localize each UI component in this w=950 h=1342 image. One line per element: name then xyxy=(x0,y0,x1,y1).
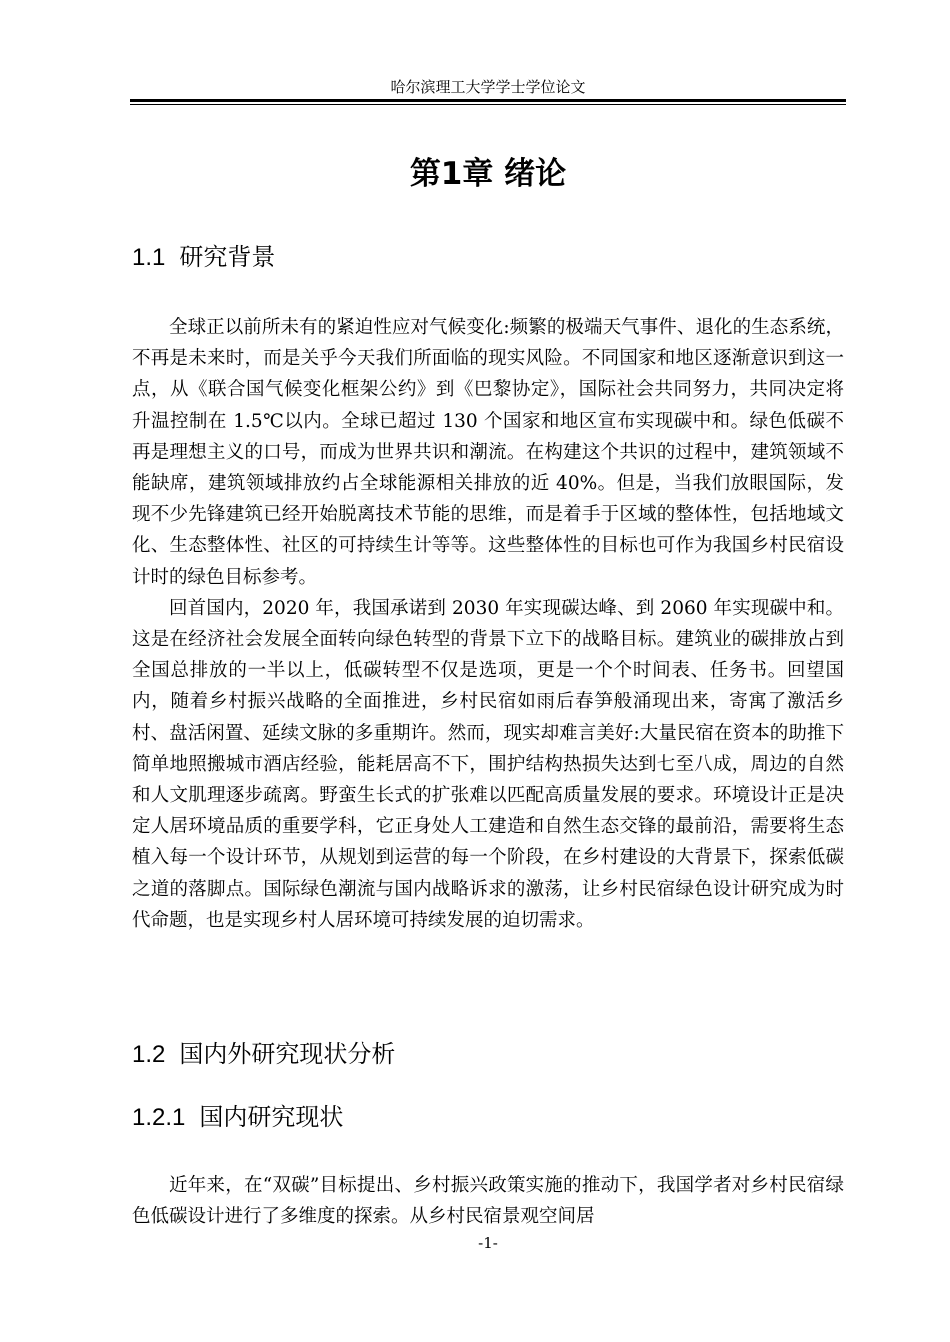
header-rule-thick xyxy=(130,99,846,102)
page-number: -1- xyxy=(478,1234,498,1252)
section-heading-1-1 xyxy=(132,240,275,275)
paragraph: 全球正以前所未有的紧迫性应对气候变化:频繁的极端天气事件、退化的生态系统， 不再是未来时，而是关乎今天我们所面临的现实风险。不同国家和地区逐渐意识到这一点，从《联合国气候变化框架公约》到《巴黎协定》，国际社会共同努力，共同决定将升温控制在 1.5℃以内。全球已超过 130 个国家和地区宣布实现碳中和。绿色低碳不再是理想主义的口号，而成为世界共识和潮流。在构建这个共识的过程中，建筑领域不能缺席，建筑领域排放约占全球能源相关排放的近 40%。但是，当我们放眼国际，发现不少先锋建筑已经开始脱离技术节能的思维，而是着手于区域的整体性，包括地域文化、生态整体性、社区的可持续生计等等。这些整体性的目标也可作为我国乡村民宿设计时的绿色目标参考。 xyxy=(132,317,844,588)
subsection-heading-1-2-1 xyxy=(132,1100,343,1135)
section-title: 国内外研究现状分析 xyxy=(179,1040,396,1068)
header-rule-thin xyxy=(130,104,846,105)
chapter-title: 第1章 绪论 xyxy=(409,156,567,192)
running-header: 哈尔滨理工大学学士学位论文 xyxy=(390,78,586,96)
section-number: 1.1 xyxy=(132,244,166,271)
paragraph: 近年来，在“双碳”目标提出、乡村振兴政策实施的推动下，我国学者对乡村民宿绿色低碳设计进行了多维度的探索。从乡村民宿景观空间居 xyxy=(132,1175,844,1228)
paragraph: 回首国内，2020 年，我国承诺到 2030 年实现碳达峰、到 2060 年实现碳中和。这是在经济社会发展全面转向绿色转型的背景下立下的战略目标。建筑业的碳排放占到全国总排放的一半以上，低碳转型不仅是选项，更是一个个时间表、任务书。回望国内，随着乡村振兴战略的全面推进，乡村民宿如雨后春笋般涌现出来，寄寓了激活乡村、盘活闲置、延续文脉的多重期许。然而，现实却难言美好:大量民宿在资本的助推下简单地照搬城市酒店经验，能耗居高不下，围护结构热损失达到七至八成，周边的自然和人文肌理逐步疏离。野蛮生长式的扩张难以匹配高质量发展的要求。环境设计正是决定人居环境品质的重要学科，它正身处人工建造和自然生态交锋的最前沿，需要将生态植入每一个设计环节，从规划到运营的每一个阶段，在乡村建设的大背景下，探索低碳之道的落脚点。国际绿色潮流与国内战略诉求的激荡，让乡村民宿绿色设计研究成为时代命题，也是实现乡村人居环境可持续发展的迫切需求。 xyxy=(132,597,844,931)
subsection-number: 1.2.1 xyxy=(132,1104,186,1131)
subsection-body-1-2-1 xyxy=(132,1170,844,1232)
section-heading-1-2 xyxy=(132,1037,395,1072)
section-title: 研究背景 xyxy=(179,243,276,271)
section-body-1-1 xyxy=(132,312,844,936)
subsection-title: 国内研究现状 xyxy=(199,1103,344,1131)
section-number: 1.2 xyxy=(132,1041,166,1068)
